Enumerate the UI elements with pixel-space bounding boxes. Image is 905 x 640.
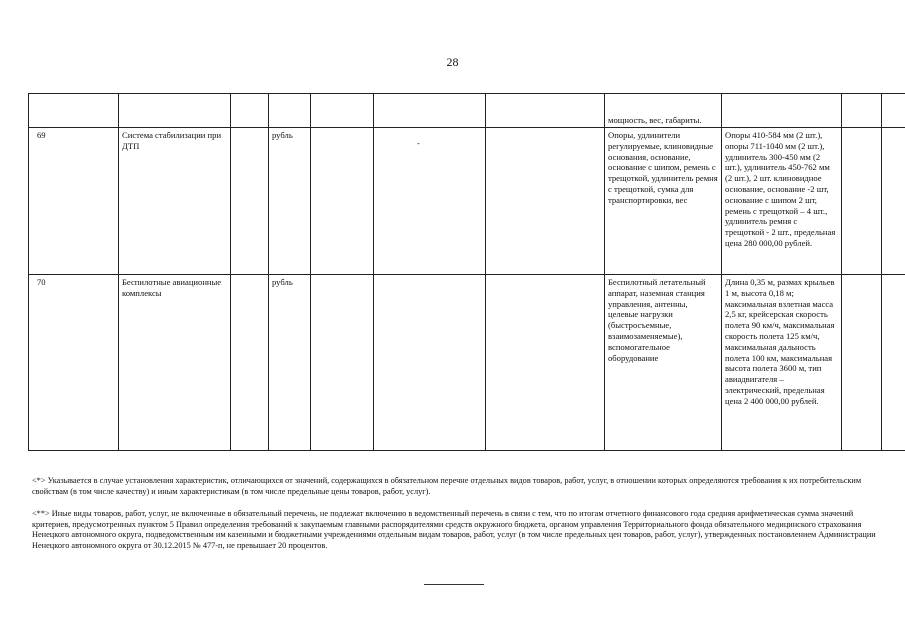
- footnote-2: <**> Иные виды товаров, работ, услуг, не включенные в обязательный перечень, не подлежат включению в ведомственный перечень в связи с тем, что по итогам отчетного финансового года средняя арифметическая сумма значений критериев, предусмотренных пунктом 5 Правил определения требований к закупаемым главными распорядителями средств окружного бюджета, органом управления Территориального фонда обязательного медицинского страхования Ненецкого автономного округа, подведомственным им казенными и бюджетными учреждениями отдельным видам товаров, работ, услуг (в том числе предельных цен товаров, работ, услуг), утвержденных постановлением Администрации Ненецкого автономного округа от 30.12.2015 № 477-п, не превышает 20 процентов.: [32, 509, 876, 550]
- table-cell: [882, 128, 905, 275]
- dash-mark: -: [417, 138, 420, 148]
- item-name-cell: Беспилотные авиационные комплексы: [119, 275, 231, 451]
- goods-requirements-table: [28, 93, 905, 451]
- characteristics-cell: Беспилотный летательный аппарат, наземная станция управления, антенны, целевые нагрузки (быстросъемные, взаимозаменяемые), вспомогательное оборудование: [605, 275, 722, 451]
- values-cell: [722, 94, 842, 128]
- table-cell: [842, 94, 882, 128]
- table-cell: [374, 94, 486, 128]
- item-name-cell: Система стабилизации при ДТП: [119, 128, 231, 275]
- table-cell: [374, 275, 486, 451]
- table-cell: [231, 94, 269, 128]
- footnotes: [32, 476, 882, 564]
- table-cell: [486, 94, 605, 128]
- table-cell: [374, 128, 486, 275]
- table-cell: [231, 275, 269, 451]
- values-cell: Опоры 410-584 мм (2 шт.), опоры 711-1040 мм (2 шт.), удлинитель 300-450 мм (2 шт.), удлинитель 450-762 мм (2 шт.), 2 шт. клиновидное основание, основание -2 шт, основание с шипом 2 шт, ремень с трещоткой – 4 шт., удлинитель ремня с трещоткой - 2 шт., предельная цена 280 000,00 рублей.: [722, 128, 842, 275]
- table-cell: [882, 94, 905, 128]
- table-cell: [486, 128, 605, 275]
- table-cell: [842, 275, 882, 451]
- row-number-cell: 70: [29, 275, 119, 451]
- characteristics-cell: мощность, вес, габариты.: [605, 94, 722, 128]
- table-cell: [882, 275, 905, 451]
- row-number-cell: 69: [29, 128, 119, 275]
- footnote-1: <*> Указывается в случае установления характеристик, отличающихся от значений, содержащихся в обязательном перечне отдельных видов товаров, работ, услуг, в отношении которых определяются требования к их потребительским свойствам (в том числе качеству) и иным характеристикам (в том числе предельные цены товаров, работ, услуг).: [32, 476, 862, 496]
- item-name-cell: [119, 94, 231, 128]
- table-cell: [311, 128, 374, 275]
- table-cell: [486, 275, 605, 451]
- unit-cell: рубль: [269, 128, 311, 275]
- table-row: [29, 275, 905, 451]
- characteristics-cell: Опоры, удлинители регулируемые, клиновидные основания, основание, основание с шипом, ремень с трещоткой, удлинитель ремня с трещоткой, сумка для транспортировки, вес: [605, 128, 722, 275]
- bottom-divider: [424, 584, 484, 585]
- table-cell: [231, 128, 269, 275]
- table-cell: [311, 94, 374, 128]
- page-number: 28: [446, 55, 459, 69]
- table-row: [29, 128, 905, 275]
- table-cell: [842, 128, 882, 275]
- values-cell: Длина 0,35 м, размах крыльев 1 м, высота 0,18 м; максимальная взлетная масса 2,5 кг, крейсерская скорость полета 90 км/ч, максимальная скорость полета 125 км/ч, максимальная дальность полета 100 км, максимальная высота полета 3600 м, тип авиадвигателя – электрический, предельная цена 2 400 000,00 рублей.: [722, 275, 842, 451]
- row-number-cell: [29, 94, 119, 128]
- table-row: [29, 94, 905, 128]
- table-cell: [311, 275, 374, 451]
- unit-cell: [269, 94, 311, 128]
- unit-cell: рубль: [269, 275, 311, 451]
